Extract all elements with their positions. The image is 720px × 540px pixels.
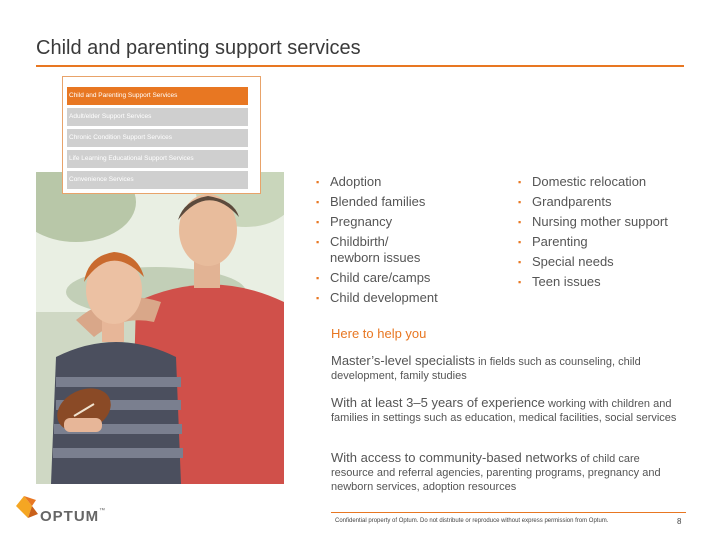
bullet-icon: ▪	[316, 197, 320, 207]
list-item: ▪ Domestic relocation	[518, 174, 647, 189]
service-list-left	[316, 174, 496, 310]
family-photo	[36, 172, 284, 484]
confidentiality-notice: Confidential property of Optum. Do not distribute or reproduce without express permission from Optum.	[335, 518, 609, 524]
help-detail: of child care resource and referral agencies, parenting programs, pregnancy and newborn services, adoption resources	[331, 453, 661, 493]
service-list-right	[518, 174, 698, 294]
help-lead: With at least 3–5 years of experience	[331, 395, 545, 410]
page-number: 8	[677, 517, 682, 526]
bullet-icon: ▪	[518, 277, 522, 287]
menu-item-child-parenting[interactable]: Child and Parenting Support Services	[67, 87, 248, 105]
list-item: ▪ Special needs	[518, 254, 614, 269]
help-paragraph	[331, 451, 681, 494]
list-item: ▪ Pregnancy	[316, 214, 393, 229]
help-detail: in fields such as counseling, child development, family studies	[331, 356, 641, 382]
list-item: ▪ Blended families	[316, 194, 426, 209]
help-paragraph	[331, 354, 681, 383]
menu-item-convenience[interactable]: Convenience Services	[67, 171, 248, 189]
page-title: Child and parenting support services	[36, 37, 361, 59]
help-section-title: Here to help you	[331, 326, 427, 341]
bullet-icon: ▪	[316, 273, 320, 283]
bullet-icon: ▪	[316, 237, 320, 247]
bullet-icon: ▪	[316, 177, 320, 187]
bullet-icon: ▪	[316, 293, 320, 303]
bullet-icon: ▪	[518, 237, 522, 247]
bullet-icon: ▪	[518, 257, 522, 267]
title-divider	[36, 65, 684, 67]
list-item: ▪ Nursing mother support	[518, 214, 668, 229]
help-lead: Master’s-level specialists	[331, 353, 476, 368]
menu-item-life-learning[interactable]: Life Learning Educational Support Services	[67, 150, 248, 168]
menu-item-adult-elder[interactable]: Adult/elder Support Services	[67, 108, 248, 126]
footer-divider	[331, 512, 686, 513]
menu-item-chronic-condition[interactable]: Chronic Condition Support Services	[67, 129, 248, 147]
bullet-icon: ▪	[316, 217, 320, 227]
list-item: ▪ Adoption	[316, 174, 382, 189]
list-item: ▪ Grandparents	[518, 194, 612, 209]
help-lead: With access to community-based networks	[331, 450, 578, 465]
bullet-icon: ▪	[518, 197, 522, 207]
list-item: ▪ Childbirth/	[316, 234, 389, 249]
bullet-icon: ▪	[518, 177, 522, 187]
help-detail: working with children and families in settings such as education, medical facilities, social services	[331, 398, 677, 424]
list-item: ▪ Teen issues	[518, 274, 601, 289]
list-item-continuation: newborn issues	[330, 250, 421, 265]
list-item: ▪ Child development	[316, 290, 438, 305]
list-item: ▪ Child care/camps	[316, 270, 431, 285]
optum-logo-text: OPTUM™	[40, 508, 107, 525]
bullet-icon: ▪	[518, 217, 522, 227]
list-item: ▪ Parenting	[518, 234, 588, 249]
service-category-menu	[62, 76, 261, 194]
help-paragraph	[331, 396, 681, 425]
